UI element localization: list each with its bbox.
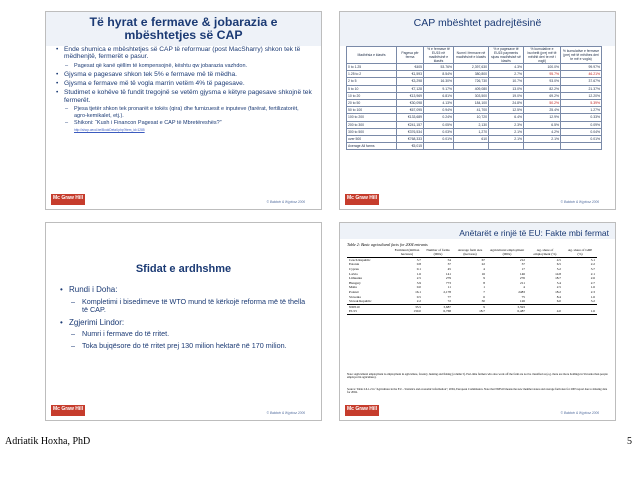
slide-content	[56, 46, 313, 135]
copyright: © Baldwin & Wyplosz 2006	[560, 411, 599, 415]
table-row: Latvia 1.6 141 16 146 14.8 2.1	[349, 271, 595, 276]
table-row: over 500 €768,333 0.01% 610 2.1% 2.1% 0.01%	[348, 136, 600, 141]
column-header: Madhësia e klasës	[347, 47, 397, 64]
table-row: Slovak Republic 2.2 72 30 126 6.0 3.2	[349, 299, 595, 304]
mcgraw-hill-logo: Mc Graw Hill	[345, 194, 379, 205]
sub-bullet: – Numri i fermave do të rritet.	[60, 330, 311, 339]
table-row: Slovenia 0.5 77 6 75 8.4 1.6	[349, 294, 595, 299]
column-header: Numri i fermave në madhësinë e klasës	[454, 47, 489, 64]
table-header-row	[347, 47, 602, 64]
sub-bullet: – Toka bujqësore do të rritet prej 130 milion hektarë në 170 milion.	[60, 342, 311, 351]
table-row: 200 to 300 €241,157 0.05% 2,130 2.3% 6.5% 0.09%	[348, 122, 600, 127]
copyright: © Baldwin & Wyplosz 2006	[266, 200, 305, 204]
farm-facts-table	[347, 249, 597, 315]
table-row: NMS10 33.5 3,687 9 3,593	[347, 304, 597, 309]
table-row: Estonia 0.8 37 22 37 6.5 2.2	[349, 262, 595, 267]
copyright: © Baldwin & Wyplosz 2006	[266, 411, 305, 415]
column-header: Pagesa për ferma	[397, 47, 424, 64]
bullet: • Studimet e kohëve të fundit tregojnë se vetëm gjysma e këtyre pagesave shkojnë tek fermerët.	[56, 89, 313, 104]
table-row: 100 to 200 €133,689 0.24% 10,720 6.4% 12.9% 0.33%	[348, 115, 600, 120]
bullet: • Zgjerimi Lindor:	[60, 318, 311, 328]
slide-farm-incomes	[45, 11, 322, 210]
table-row: Cyprus 0.1 45 4 17 5.2 3.7	[349, 267, 595, 272]
table-row: 50 to 100 €67,095 0.94% 41,700 12.5% 25.4% 1.27%	[348, 108, 600, 113]
page-number: 5	[627, 436, 632, 447]
mcgraw-hill-logo: Mc Graw Hill	[51, 405, 85, 416]
copyright: © Baldwin & Wyplosz 2006	[560, 200, 599, 204]
table-row: 0 to 1.25 €405 53.76% 2,397,630 4.3% 100.0% 99.97%	[348, 65, 600, 70]
column-header: % kumulative e buxhetit (prej më të mëdhit deri te më i vogli)	[524, 47, 561, 64]
table-row: Hungary 3.9 773 8 211 5.4 2.7	[349, 280, 595, 285]
table-row: Lithuania 2.5 279 9 276 18.7 2.6	[349, 276, 595, 281]
sub-bullet: – Pjesa tjetër shkon tek pronarët e tokës (qira) dhe furnizuesit e inputeve (farërat, fertilizatorët, agro-kemikalet, etj.).	[56, 106, 313, 119]
table-row: Poland 16.1 2,178 7 2483 18.2 2.3	[349, 290, 595, 295]
table-row: 2 to 5 €3,298 16.30% 726,730 10.7% 93.0% 37.67%	[348, 79, 600, 84]
column-header: % kumulative e fermave (prej më të mëdhes deri te më e vogla)	[561, 47, 602, 64]
table-row: 10 to 20 €13,969 6.81% 303,500 19.0% 69.2% 12.20%	[348, 93, 600, 98]
bullet: • Ende shumica e mbështetjes së CAP të reformuar (post MacSharry) shkon tek të mëdhenjtë, fermerët e pasur.	[56, 46, 313, 61]
sub-bullet: – Shikoni: “Kush i Financon Pagesat e CAP të Mbretëreshës?”	[56, 120, 313, 126]
sub-bullet: – Pagesat që kanë qëllim të kompensojnë, kështu qw jobarazia vazhdon.	[56, 63, 313, 69]
table-row: Czech Republic 3.7 54 67 212 4.5 3.1	[349, 257, 595, 262]
column-header: % e fermave të EU15 në madhësinë e klasës	[424, 47, 454, 64]
mcgraw-hill-logo: Mc Graw Hill	[345, 405, 379, 416]
slide-future-challenges	[45, 222, 322, 421]
mcgraw-hill-logo: Mc Graw Hill	[51, 194, 85, 205]
column-header: % e pagesave të EU15 payments sipas madhësisë së klasës	[489, 47, 524, 64]
slide-new-members-farm-facts	[339, 222, 616, 421]
bullet: • Rundi i Doha:	[60, 285, 311, 295]
author-name: Adriatik Hoxha, PhD	[5, 436, 91, 447]
table-source: Source: Table 2.6.1.2 in “Agriculture in the EU – Statistics and economic information”, 2004, European Commission. Note that NMS10 means the new member states and average farm size for 2003 report due to missing data for 2004.	[347, 387, 608, 395]
table-row: EU15 130.0 6,768 18.7 6,487 4.0 1.6	[349, 309, 595, 314]
slide-title: Anëtarët e rinjë të EU: Fakte mbi fermat	[459, 228, 609, 238]
sub-bullet: – Kompletimi i bisedimeve të WTO mund të kërkojë reforma më të thella të CAP.	[60, 298, 311, 315]
slide-title: Sfidat e ardhshme	[135, 263, 232, 275]
slide-cap-inequality	[339, 11, 616, 210]
slide-title: CAP mbështet padrejtësinë	[413, 17, 542, 29]
oecd-link[interactable]: http://shop.oecd.be/BookDetail.php?item_id=1285	[74, 128, 145, 133]
table-caption: Table 2: Basic agricultural facts for 2004 entrants	[347, 242, 428, 247]
table-row: 300 to 500 €376,534 0.03% 1,270 2.1% 4.2% 0.04%	[348, 129, 600, 134]
table-row: 20 to 50 €30,098 4.13% 184,100 24.8% 50.2% 5.39%	[348, 101, 600, 106]
table-row: 1.25 to 2 €1,593 8.54% 380,800 2.7% 95.7% 46.21%	[348, 72, 600, 77]
table-row: Average All farms €5,015	[347, 143, 602, 150]
payments-table	[346, 46, 602, 150]
bullet: • Gjysma e pagesave shkon tek 5% e fermave më të mëdha.	[56, 71, 313, 78]
table-row: Malta 0.0 11 1 4 2.5 1.6	[349, 285, 595, 290]
table-header-row: Farmland (million hectares) Number of farms (000s) Average farm size (hectares) Agricultural employment (000s) Ag. share of employment (%) Ag. share of GDP (%)	[347, 249, 597, 257]
bullet: • Gjysma e fermave më të vogla marrin vetëm 4% të pagesave.	[56, 80, 313, 87]
slide-content	[60, 285, 311, 353]
slide-title: Të hyrat e fermave & jobarazia e mbështetjes së CAP	[89, 15, 278, 42]
table-note: Note: Agricultural employment is employment in agriculture, forestry, hunting and fishing (column 5). Part-time farmers who also work off the farm are not be classified as (e.g. there are more holdings in Slovenia than people employed in agriculture).	[347, 372, 608, 380]
table-row: 5 to 10 €7,128 9.17% 409,080 13.0% 82.2% 21.37%	[348, 86, 600, 91]
